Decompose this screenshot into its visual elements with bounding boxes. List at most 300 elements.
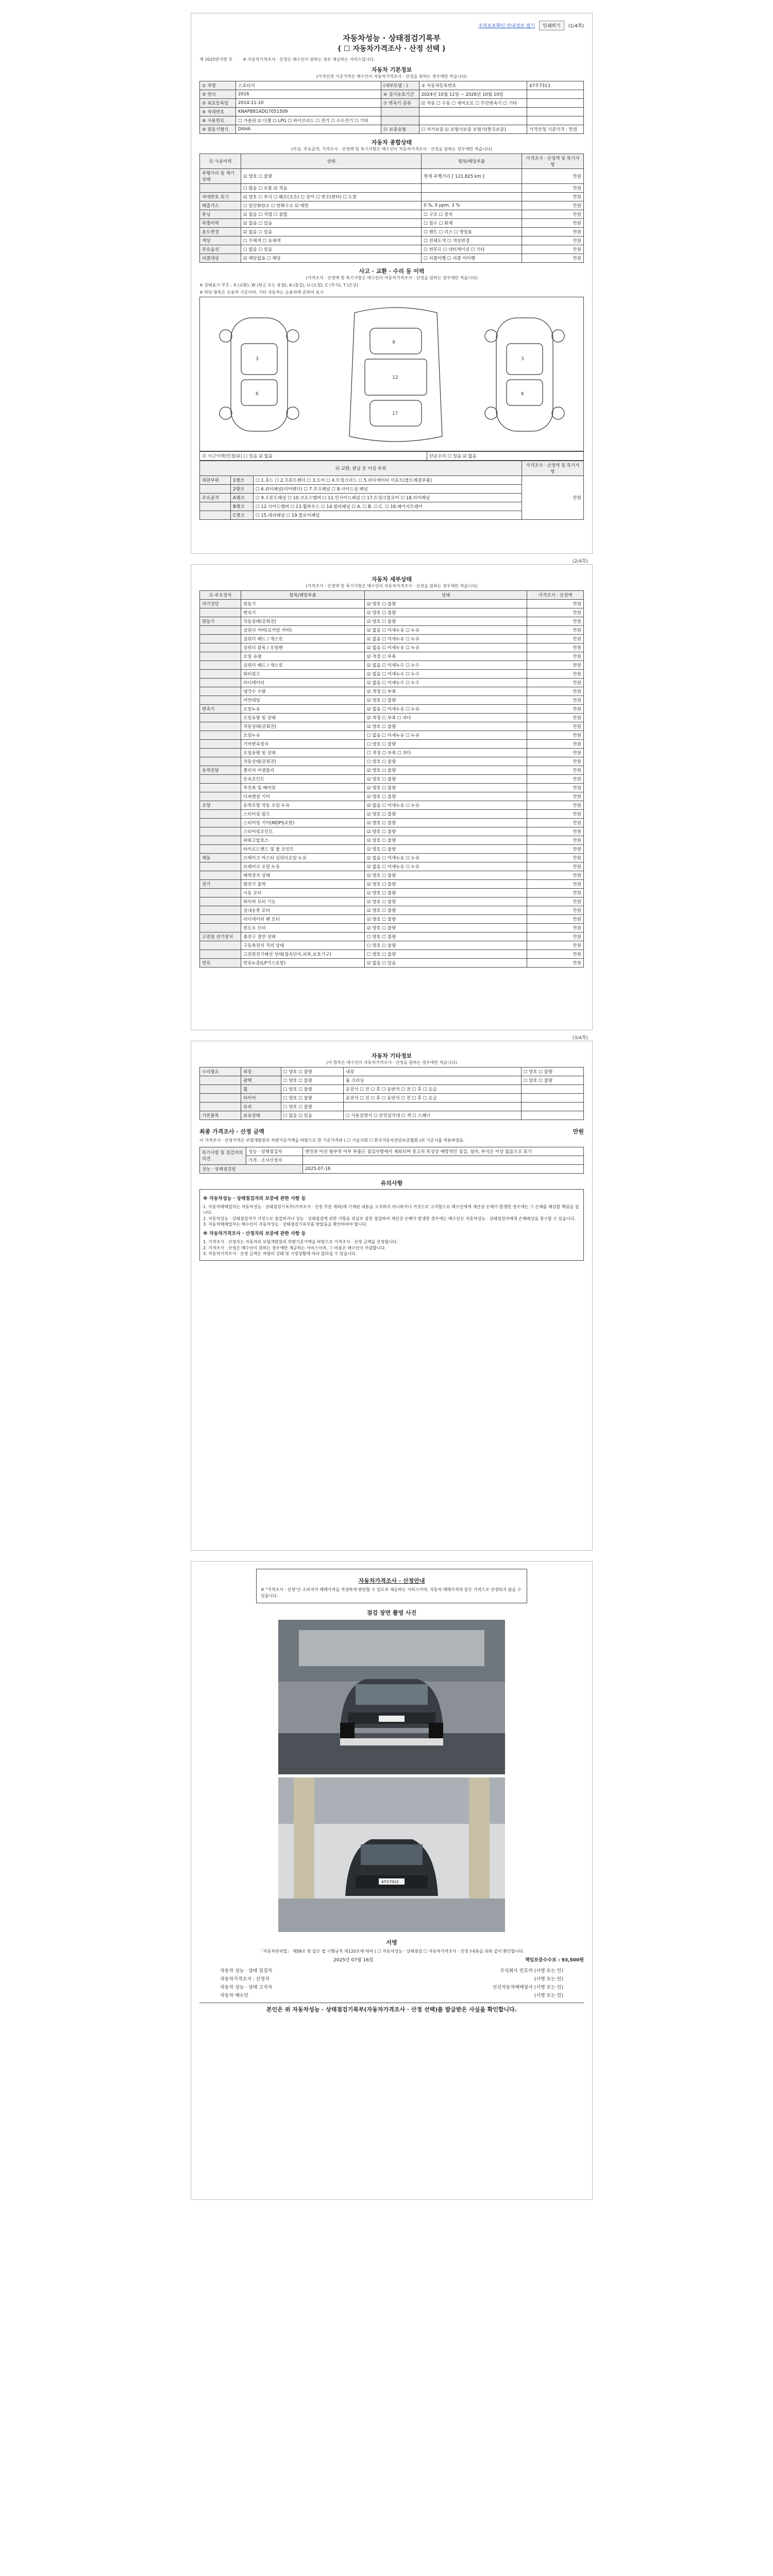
detail-status: ☑ 없음 ☐ 미세누유 ☐ 누유: [365, 643, 527, 652]
check-date-value: 2025-07-16: [303, 1164, 584, 1173]
state-item: 주행거리 및 계기상태: [200, 169, 241, 184]
detail-part: 디퍼렌셜 기어: [241, 792, 365, 801]
detail-status: ☐ 없음 ☐ 미세누유 ☐ 누유: [365, 731, 527, 740]
state-detail: ☐ 구조 ☐ 장치: [422, 210, 522, 219]
detail-row: [200, 740, 584, 749]
detail-price: 만원: [527, 617, 584, 626]
detail-device: [200, 871, 241, 880]
basic-label: ⑦ 변속기 종류: [381, 99, 419, 108]
detail-part: 작동상태(공회전): [241, 617, 365, 626]
page-3: [191, 1036, 593, 1551]
detail-device: [200, 608, 241, 617]
page-number: (2/4쪽): [572, 559, 588, 564]
opinion-text-1: [303, 1156, 584, 1164]
state-status: ☑ 없음 ☐ 있음: [241, 219, 422, 228]
svg-text:12: 12: [392, 375, 398, 380]
state-row: [200, 228, 584, 236]
state-detail: ☐ 침수 ☐ 화재: [422, 219, 522, 228]
state-status: ☐ 일산화탄소 ☐ 탄화수소 ☑ 매연: [241, 201, 422, 210]
other-group: [200, 1094, 241, 1103]
parts-list: ☐ 12.사이드멤버 ☐ 13.휠하우스 ☐ 14.필러패널 ☐ A. ☐ B. ☐ C. ☐ 16.패키지트레이: [254, 502, 522, 511]
detail-price: 만원: [527, 897, 584, 906]
other-status-2: [521, 1111, 583, 1120]
detail-part: 브레이크 마스터 실린더오일 누유: [241, 854, 365, 862]
detail-status: ☑ 양호 ☐ 불량: [365, 792, 527, 801]
signer-name: 선진자동차매매상사 (서명 또는 인): [492, 1985, 563, 1990]
signer-row: [220, 1967, 563, 1974]
detail-row: [200, 924, 584, 933]
other-status: ☐ 양호 ☐ 불량: [281, 1076, 343, 1085]
detail-status: ☑ 양호 ☐ 불량: [365, 827, 527, 836]
fee: 책임보증수수료 : 93,500원: [525, 1957, 584, 1963]
detail-row: [200, 635, 584, 643]
basic-info-row: [200, 90, 584, 99]
basic-info-row: [200, 81, 584, 90]
accident-summary-table: [199, 451, 584, 461]
detail-device: 자기진단: [200, 600, 241, 608]
detail-row: [200, 670, 584, 679]
document-meta: [199, 57, 584, 62]
detail-status: ☑ 양호 ☐ 불량: [365, 775, 527, 784]
detail-status: ☑ 없음 ☐ 미세누수 ☐ 누수: [365, 661, 527, 670]
state-price: 만원: [522, 210, 584, 219]
detail-row: [200, 897, 584, 906]
detail-status: ☑ 양호 ☐ 불량: [365, 784, 527, 792]
plate-text: 47루7313: [381, 1880, 399, 1885]
detail-row: [200, 617, 584, 626]
detail-part: 클러치 어셈블리: [241, 766, 365, 775]
detail-row: [200, 784, 584, 792]
detail-status: ☑ 양호 ☐ 불량: [365, 915, 527, 924]
basic-info-row: [200, 108, 584, 116]
basic-info-row: [200, 116, 584, 125]
parts-list: ☐ 1.후드 ☐ 2.프론트펜더 ☐ 3.도어 ☐ 4.트렁크리드 ☐ 5.라디에이터 서포트(볼트체결부품): [254, 476, 522, 485]
other-item: 유리: [241, 1103, 281, 1111]
state-price: 만원: [522, 245, 584, 254]
detail-status: ☑ 없음 ☐ 있음: [365, 959, 527, 968]
detail-device: [200, 775, 241, 784]
other-group: [200, 1085, 241, 1094]
detail-part: 고전원전기배선 상태(접속단자,피복,보호기구): [241, 950, 365, 959]
detail-price: 만원: [527, 722, 584, 731]
svg-text:6: 6: [521, 392, 524, 397]
detail-row: [200, 836, 584, 845]
notice-title: 유의사항: [380, 1179, 403, 1187]
detail-price: 만원: [527, 635, 584, 643]
other-status-2: [521, 1085, 583, 1094]
detail-price: 만원: [527, 827, 584, 836]
other-info-row: [200, 1111, 584, 1120]
detail-device: [200, 836, 241, 845]
detail-row: [200, 749, 584, 757]
detail-part: 변속기: [241, 608, 365, 617]
svg-text:3: 3: [256, 357, 259, 362]
simple-repair: 단순수리 ☐ 있음 ☑ 없음: [427, 452, 583, 461]
detail-row: [200, 722, 584, 731]
other-item-2: ☐ 사용설명서 ☐ 안전삼각대 ☐ 잭 ☐ 스패너: [343, 1111, 521, 1120]
detail-price: 만원: [527, 889, 584, 897]
basic-value: ☐ 자가보증 ☑ 보험사보증 보험사(한국보증): [419, 125, 527, 134]
state-item: 배출가스: [200, 201, 241, 210]
detail-device: [200, 915, 241, 924]
detail-price: 만원: [527, 792, 584, 801]
basic-label: (세부모델 : ): [381, 81, 419, 90]
basic-label: ④ 검사유효기간: [381, 90, 419, 99]
notice-item: 2. 가격조사 · 산정은 매수인이 원하는 경우에만 제공하는 서비스이며, 그 비용은 매수인이 부담합니다.: [203, 1245, 386, 1250]
detail-part: 추진축 및 베어링: [241, 784, 365, 792]
detail-part: 라디에이터: [241, 679, 365, 687]
basic-label: ⑤ 최초등록일: [200, 99, 236, 108]
parts-price: 만원: [522, 476, 584, 520]
price-guide-box: [256, 1569, 527, 1603]
detail-part: 실린더 커버(로커암 커버): [241, 626, 365, 635]
parts-group: 주요골격: [200, 494, 231, 502]
basic-value: 스포티지: [236, 81, 381, 90]
basic-label: [527, 116, 584, 125]
overall-state-sub: (부상, 주요골격, 가격조사 · 산정액 및 특기사항은 매수인이 자동차가격조사 · 산정을 원하는 경우에만 적습니다): [291, 147, 492, 151]
state-detail: ☐ 렌트 ☐ 리스 ☐ 영업용: [422, 228, 522, 236]
notice-item: 3. 자동차가격조사 · 산정 금액은 차량의 상태 및 시장상황에 따라 달라질 수 있습니다.: [203, 1251, 357, 1257]
state-header: 항목/해당부품: [422, 154, 522, 169]
parts-rank: B랭크: [231, 502, 254, 511]
detail-part: 실내송풍 모터: [241, 906, 365, 915]
detail-part: 스티어링 펌프: [241, 810, 365, 819]
detail-status: ☑ 적정 ☐ 부족: [365, 687, 527, 696]
signer-name: (서명 또는 인): [534, 1993, 563, 1998]
opinion-table: [199, 1147, 584, 1174]
detail-device: [200, 626, 241, 635]
other-status-2: ☐ 양호 ☐ 불량: [521, 1076, 583, 1085]
basic-value: [419, 116, 527, 125]
parts-price-head: 가격조사 · 산정액 및 특기사항: [522, 461, 584, 476]
detail-part: 오일유량 및 상태: [241, 749, 365, 757]
detail-row: [200, 819, 584, 827]
basic-value: D4HA: [236, 125, 381, 134]
detail-header: 항목/해당부품: [241, 591, 365, 600]
detail-row: [200, 643, 584, 652]
signer-name: 주식회사 민호카 (서명 또는 인): [500, 1968, 563, 1974]
check-date-label: 성능 · 상태점검일: [200, 1164, 303, 1173]
final-price-title: 최종 가격조사 · 산정 금액: [199, 1128, 264, 1135]
basic-value: 2014-11-10: [236, 99, 381, 108]
detail-part: 커먼레일: [241, 696, 365, 705]
signer-role: 자동차 성능 · 상태 점검자: [220, 1968, 273, 1974]
parts-head: ⑭ 교환, 판금 등 이상 부위: [200, 461, 522, 476]
detail-part: 워터펌프: [241, 670, 365, 679]
state-item: 주요옵션: [200, 245, 241, 254]
state-status: ☑ 양호 ☐ 부식 ☐ 훼손(오손) ☐ 상이 ☐ 변조(변타) ☐ 도말: [241, 193, 422, 201]
basic-info-sub: (가격산정 기준가격은 매수인이 자동차가격조사 · 산정을 원하는 경우에만 적습니다): [316, 74, 467, 79]
other-info-row: [200, 1103, 584, 1111]
price-guide-text: ※ "가격조사 · 산정"은 소비자가 매매가격을 적정하게 판단할 수 있도록 제공하는 서비스이며, 자동차 매매가격과 같은 가격으로 산정되지 않을 수 있습니다.: [261, 1587, 522, 1598]
photo-2-svg: [278, 1777, 505, 1932]
detail-price: 만원: [527, 810, 584, 819]
other-item-2: 내장: [343, 1067, 521, 1076]
detail-price: 만원: [527, 784, 584, 792]
detail-status: ☑ 양호 ☐ 불량: [365, 871, 527, 880]
final-price-text: 이 가격조사 · 산정가격은 보험개발원의 차량기준가액을 바탕으로 한 기준가격과 ( ☐ 기술사회 ☐ 한국자동차진단보증협회 )의 기준서를 적용하였음.: [199, 1138, 465, 1143]
basic-label: ⑪ 보증유형: [381, 125, 419, 134]
detail-row: [200, 827, 584, 836]
opinion-text-0: 엔진과 미션 탈부착 여부 부품은 점검사항에서 제외되며 중고차 특성상 예방적인 점검, 정비, 부식은 이상 없음으로 표기: [303, 1147, 584, 1156]
detail-price: 만원: [527, 740, 584, 749]
detail-device: [200, 845, 241, 854]
state-row: [200, 169, 584, 184]
detail-price: 만원: [527, 915, 584, 924]
notice-heading-2: ※ 자동차가격조사 · 산정자의 보증에 관한 사항 등: [203, 1231, 306, 1237]
detail-part: 구동축전지 격리 상태: [241, 941, 365, 950]
detail-price: 만원: [527, 880, 584, 889]
detail-status: ☑ 양호 ☐ 불량: [365, 810, 527, 819]
state-row: [200, 201, 584, 210]
detail-status: ☑ 양호 ☐ 불량: [365, 897, 527, 906]
state-price: 만원: [522, 184, 584, 193]
detail-part: 실린더 블록 / 오일팬: [241, 643, 365, 652]
detail-device: 연료: [200, 959, 241, 968]
signers-list: [220, 1967, 563, 1998]
detail-device: [200, 670, 241, 679]
detail-status: ☑ 양호 ☐ 불량: [365, 722, 527, 731]
detail-device: [200, 950, 241, 959]
detail-status: ☐ 양호 ☐ 불량: [365, 933, 527, 941]
detail-device: [200, 714, 241, 722]
detail-sub: (가격조사 · 산정액 및 특기사항은 매수인이 자동차가격조사 · 산정을 원하는 경우에만 적습니다): [306, 584, 478, 588]
basic-info-table: [199, 81, 584, 134]
accident-legend: ※ 상태표시 부호 : X (교환), W (판금 또는 용접), A (흠집), U (요철), C (부식), T (손상): [199, 283, 359, 287]
detail-device: [200, 941, 241, 950]
basic-label: [527, 90, 584, 99]
detail-price: 만원: [527, 600, 584, 608]
basic-value: ② 자동차등록번호: [419, 81, 527, 90]
other-item-2: 운전석 ☐ 전 ☐ 후 ☐ 동반석 ☐ 전 ☐ 후 ☐ 응급: [343, 1085, 521, 1094]
parts-list: ☐ 6.쿼터패널(리어펜더) ☐ 7.루프패널 ☐ 8.사이드실 패널: [254, 485, 522, 494]
state-item: 용도변경: [200, 228, 241, 236]
basic-value: 2016: [236, 90, 381, 99]
state-header: ⑫ 사용이력: [200, 154, 241, 169]
other-status: ☐ 양호 ☐ 불량: [281, 1094, 343, 1103]
state-status: ☐ 많음 ☐ 보통 ☑ 적음: [241, 184, 422, 193]
basic-value: ☐ 가솔린 ☑ 디젤 ☐ LPG ☐ 하이브리드 ☐ 전기 ☐ 수소전기 ☐ 기타: [236, 116, 381, 125]
opinion-label: 특기사항 및 점검자의 의견: [200, 1147, 246, 1164]
detail-device: [200, 722, 241, 731]
detail-price: 만원: [527, 731, 584, 740]
detail-device: 제동: [200, 854, 241, 862]
detail-status: ☑ 없음 ☐ 미세누수 ☐ 누수: [365, 679, 527, 687]
detail-status: ☑ 양호 ☐ 불량: [365, 845, 527, 854]
state-header: 가격조사 · 산정액 및 특기사항: [522, 154, 584, 169]
other-group: 수리필요: [200, 1067, 241, 1076]
detail-part: 타이로드엔드 및 볼 조인트: [241, 845, 365, 854]
other-item-2: [343, 1103, 521, 1111]
basic-value: 2024년 10월 11일 ~ 2026년 10월 10일: [419, 90, 527, 99]
state-detail: 0 %, 0 ppm, 3 %: [422, 201, 522, 210]
detail-device: 변속기: [200, 705, 241, 714]
detail-price: 만원: [527, 933, 584, 941]
detail-row: [200, 652, 584, 661]
parts-group: 외판부위: [200, 476, 231, 485]
detail-part: 스티어링조인트: [241, 827, 365, 836]
state-status: ☑ 없음 ☐ 적법 ☐ 불법: [241, 210, 422, 219]
detail-status: ☐ 적정 ☐ 부족 ☐ 과다: [365, 749, 527, 757]
document-note: ※ 자동차가격조사 · 산정은 매수인이 원하는 경우 제공하는 서비스입니다.: [243, 57, 375, 62]
other-group: [200, 1076, 241, 1085]
detail-price: 만원: [527, 801, 584, 810]
detail-price: 만원: [527, 906, 584, 915]
detail-price: 만원: [527, 862, 584, 871]
detail-part: 스티어링 기어(MDPS포함): [241, 819, 365, 827]
state-row: [200, 193, 584, 201]
other-item: 광택: [241, 1076, 281, 1085]
detail-row: [200, 906, 584, 915]
other-info-row: [200, 1085, 584, 1094]
detail-device: [200, 643, 241, 652]
detail-status: ☑ 양호 ☐ 불량: [365, 600, 527, 608]
detail-part: 등속조인트: [241, 775, 365, 784]
detail-part: 윈도우 모터: [241, 924, 365, 933]
other-status-2: [521, 1103, 583, 1111]
parts-list: ☐ 15.대쉬패널 ☐ 19.플로어패널: [254, 511, 522, 520]
detail-status: ☐ 양호 ☐ 불량: [365, 740, 527, 749]
svg-text:6: 6: [256, 392, 259, 397]
detail-device: [200, 661, 241, 670]
detail-device: [200, 862, 241, 871]
detail-price: 만원: [527, 871, 584, 880]
detail-row: [200, 801, 584, 810]
detail-row: [200, 600, 584, 608]
state-status: ☑ 없음 ☐ 있음: [241, 228, 422, 236]
detail-row: [200, 959, 584, 968]
state-price: 만원: [522, 254, 584, 263]
detail-price: 만원: [527, 652, 584, 661]
other-item: 외장: [241, 1067, 281, 1076]
signer-row: [220, 1984, 563, 1990]
notice-heading-1: ※ 자동차성능 · 상태점검자의 보증에 관한 사항 등: [203, 1196, 306, 1201]
accident-title: 사고 · 교환 · 수리 등 이력: [359, 268, 425, 275]
detail-row: [200, 757, 584, 766]
basic-label: 47루7313: [527, 81, 584, 90]
detail-row: [200, 687, 584, 696]
detail-part: 라디에이터 팬 모터: [241, 915, 365, 924]
detail-row: [200, 880, 584, 889]
top-bar: [199, 21, 584, 30]
detail-header: ⑮ 주요장치: [200, 591, 241, 600]
notice-link[interactable]: 주의표표확인 안내정보 열기: [478, 24, 535, 29]
detail-status: ☑ 없음 ☐ 미세누유 ☐ 누유: [365, 705, 527, 714]
print-button[interactable]: 인쇄하기: [539, 21, 564, 30]
state-detail: [422, 193, 522, 201]
state-row: [200, 184, 584, 193]
detail-row: [200, 915, 584, 924]
detail-row: [200, 933, 584, 941]
detail-device: [200, 696, 241, 705]
other-group: [200, 1103, 241, 1111]
sign-text: 「자동차관리법」 제58조 및 같은 법 시행규칙 제120조에 따라 ( ☐ 자동차성능 · 상태점검 ☐ 자동차가격조사 · 산정 )내용을 위와 같이 확인합니다.: [259, 1949, 525, 1954]
detail-status: ☑ 적정 ☐ 부족 ☐ 과다: [365, 714, 527, 722]
detail-row: [200, 714, 584, 722]
page-2: [191, 559, 593, 1030]
detail-price: 만원: [527, 626, 584, 635]
detail-row: [200, 775, 584, 784]
detail-price: 만원: [527, 714, 584, 722]
detail-price: 만원: [527, 608, 584, 617]
price-guide-title: 자동차가격조사 · 산정안내: [358, 1578, 425, 1584]
state-item: 차대번호 표기: [200, 193, 241, 201]
detail-device: [200, 924, 241, 933]
detail-table: [199, 590, 584, 968]
detail-device: [200, 679, 241, 687]
detail-part: 충전구 절연 상태: [241, 933, 365, 941]
other-item-2: 룸 크리닝: [343, 1076, 521, 1085]
other-info-row: [200, 1094, 584, 1103]
photo-title: 점검 장면 촬영 사진: [366, 1609, 417, 1617]
state-price: 만원: [522, 236, 584, 245]
detail-row: [200, 731, 584, 740]
detail-row: [200, 862, 584, 871]
page-number: (3/4쪽): [572, 1036, 588, 1041]
car-diagram: [199, 297, 584, 451]
detail-status: ☑ 양호 ☐ 불량: [365, 889, 527, 897]
parts-group: [200, 511, 231, 520]
detail-status: ☐ 양호 ☐ 불량: [365, 941, 527, 950]
detail-device: [200, 897, 241, 906]
detail-device: 조향: [200, 801, 241, 810]
other-item: 타이어: [241, 1094, 281, 1103]
parts-rank: A랭크: [231, 494, 254, 502]
opinion-role-0: 성능 · 상태점검자: [246, 1147, 303, 1156]
sign-title: 서명: [386, 1939, 397, 1946]
signer-row: [220, 1992, 563, 1998]
detail-status: ☑ 없음 ☐ 미세누유 ☐ 누유: [365, 801, 527, 810]
detail-part: 실린더 헤드 / 개스킷: [241, 635, 365, 643]
detail-row: [200, 766, 584, 775]
detail-status: ☑ 양호 ☐ 불량: [365, 836, 527, 845]
detail-part: 발전기 출력: [241, 880, 365, 889]
detail-part: 오일 유량: [241, 652, 365, 661]
detail-device: 전기: [200, 880, 241, 889]
detail-status: ☑ 양호 ☐ 불량: [365, 924, 527, 933]
detail-price: 만원: [527, 766, 584, 775]
parts-group: [200, 502, 231, 511]
detail-status: ☐ 양호 ☐ 불량: [365, 950, 527, 959]
state-row: [200, 236, 584, 245]
detail-part: 배력장치 상태: [241, 871, 365, 880]
state-status: ☑ 해당없음 ☐ 해당: [241, 254, 422, 263]
detail-status: ☑ 양호 ☐ 불량: [365, 696, 527, 705]
basic-label: 가격산정 기준가격 : 만원: [527, 125, 584, 134]
state-price: 만원: [522, 169, 584, 184]
parts-group: [200, 485, 231, 494]
detail-row: [200, 845, 584, 854]
other-info-title: 자동차 기타정보: [371, 1053, 412, 1059]
parts-rank: 1랭크: [231, 476, 254, 485]
parts-row: [200, 476, 584, 485]
basic-label: ⑥ 차대번호: [200, 108, 236, 116]
footer-note: 본인은 위 자동차성능 · 상태점검기록부(자동차가격조사 · 산정 선택)를 발급받은 사실을 확인합니다.: [199, 2003, 584, 2013]
state-row: [200, 245, 584, 254]
svg-text:9: 9: [392, 340, 395, 345]
detail-row: [200, 679, 584, 687]
detail-status: ☑ 양호 ☐ 불량: [365, 819, 527, 827]
detail-row: [200, 854, 584, 862]
detail-part: 작동상태(공회전): [241, 722, 365, 731]
detail-status: ☑ 없음 ☐ 미세누유 ☐ 누유: [365, 862, 527, 871]
document-title: 자동차성능 · 상태점검기록부: [342, 33, 441, 43]
basic-label: ⑧ 사용연료: [200, 116, 236, 125]
basic-info-row: [200, 99, 584, 108]
basic-label: [381, 116, 419, 125]
detail-part: 브레이크 오일 누유: [241, 862, 365, 871]
opinion-role-1: 가격 · 조사산정자: [246, 1156, 303, 1164]
